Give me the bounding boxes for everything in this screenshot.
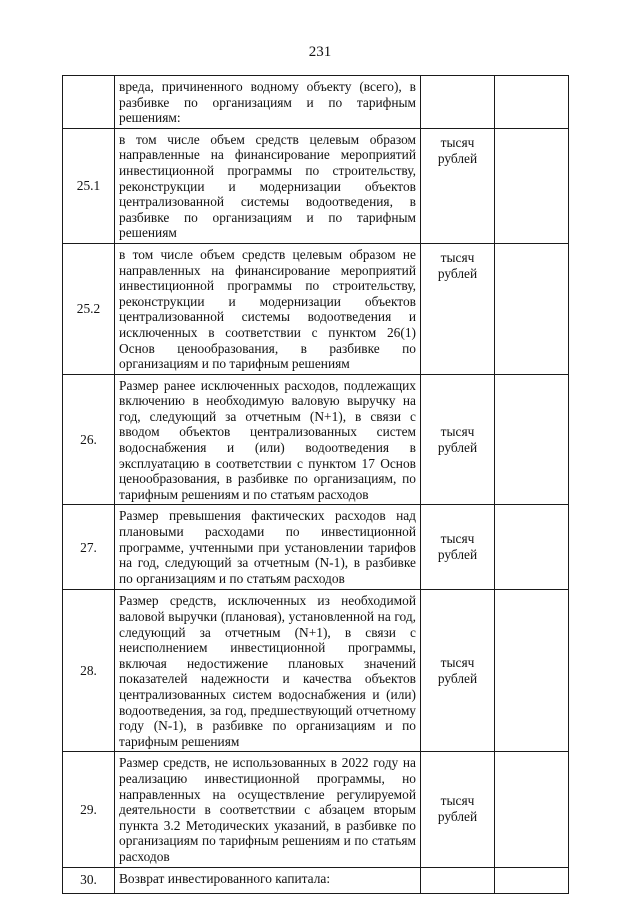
table-row bbox=[63, 867, 569, 893]
row-description: Размер средств, исключенных из необходимой валовой выручки (плановая), установленной на год, следующий за отчетным (N+1), в связи с неисполнением инвестиционной программы, включая недостижение плановых значений показателей надежности и качества объектов централизованных систем водоснабжения и (или) водоотведения, за год, предшествующий отчетному году (N-1), в разбивке по организациям и по тарифным решениям bbox=[115, 590, 421, 752]
row-value bbox=[495, 505, 569, 590]
row-number: 30. bbox=[63, 867, 115, 893]
row-unit bbox=[421, 128, 495, 243]
row-number bbox=[63, 76, 115, 129]
unit-line: рублей bbox=[437, 150, 478, 166]
unit-line: тысяч bbox=[440, 423, 475, 439]
row-description: Размер ранее исключенных расходов, подлежащих включению в необходимую валовую выручку на год, следующий за отчетным (N+1), в связи с вводом объектов централизованных систем водоснабжения и (или) водоотведения в эксплуатацию в соответствии с пунктом 17 Основ ценообразования, в разбивке по организациям, по тарифным решениям и по статьям расходов bbox=[115, 374, 421, 505]
unit-line: рублей bbox=[437, 439, 478, 455]
row-description: Возврат инвестированного капитала: bbox=[115, 867, 421, 893]
unit-line: тысяч bbox=[440, 531, 475, 547]
row-value bbox=[495, 590, 569, 752]
row-value bbox=[495, 76, 569, 129]
table-row bbox=[63, 590, 569, 752]
row-unit bbox=[421, 374, 495, 505]
unit-line: рублей bbox=[437, 265, 478, 281]
table-row bbox=[63, 243, 569, 374]
row-value bbox=[495, 752, 569, 867]
row-unit bbox=[421, 590, 495, 752]
row-unit bbox=[421, 752, 495, 867]
row-number: 28. bbox=[63, 590, 115, 752]
unit-line: рублей bbox=[437, 547, 478, 563]
unit-line: рублей bbox=[437, 670, 478, 686]
unit-line: тысяч bbox=[440, 793, 475, 809]
row-description: Размер средств, не использованных в 2022 году на реализацию инвестиционной программы, но направленных на осуществление регулируемой деятельности в соответствии с абзацем вторым пункта 3.2 Методических указаний, в разбивке по организациям по тарифным решениям и по статьям расходов bbox=[115, 752, 421, 867]
row-description: в том числе объем средств целевым образом не направленных на финансирование мероприятий инвестиционной программы по строительству, реконструкции и модернизации объектов централизованной системы водоотведения и исключенных в соответствии с пунктом 26(1) Основ ценообразования, в разбивке по организациям и по тарифным решениям bbox=[115, 243, 421, 374]
row-unit bbox=[421, 867, 495, 893]
table-row bbox=[63, 374, 569, 505]
table-row bbox=[63, 128, 569, 243]
unit-line: тысяч bbox=[440, 654, 475, 670]
table-row bbox=[63, 752, 569, 867]
row-number: 29. bbox=[63, 752, 115, 867]
row-number: 27. bbox=[63, 505, 115, 590]
table-row bbox=[63, 76, 569, 129]
row-value bbox=[495, 374, 569, 505]
row-unit bbox=[421, 505, 495, 590]
row-description: Размер превышения фактических расходов над плановыми расходами по инвестиционной программе, учтенными при установлении тарифов на год, следующий за отчетным (N-1), в разбивке по организациям и по статьям расходов bbox=[115, 505, 421, 590]
table-row bbox=[63, 505, 569, 590]
row-value bbox=[495, 243, 569, 374]
row-value bbox=[495, 128, 569, 243]
page-number: 231 bbox=[308, 44, 332, 60]
row-value bbox=[495, 867, 569, 893]
unit-line: рублей bbox=[437, 809, 478, 825]
unit-line: тысяч bbox=[440, 249, 475, 265]
row-unit bbox=[421, 243, 495, 374]
row-description: вреда, причиненного водному объекту (всего), в разбивке по организациям и по тарифным решениям: bbox=[115, 76, 421, 129]
row-number: 26. bbox=[63, 374, 115, 505]
row-number: 25.2 bbox=[63, 243, 115, 374]
indicator-table bbox=[62, 75, 569, 894]
row-unit bbox=[421, 76, 495, 129]
row-description: в том числе объем средств целевым образом направленные на финансирование мероприятий инвестиционной программы по строительству, реконструкции и модернизации объектов централизованной системы водоотведения, в разбивке по организациям и по тарифным решениям bbox=[115, 128, 421, 243]
unit-line: тысяч bbox=[440, 134, 475, 150]
row-number: 25.1 bbox=[63, 128, 115, 243]
